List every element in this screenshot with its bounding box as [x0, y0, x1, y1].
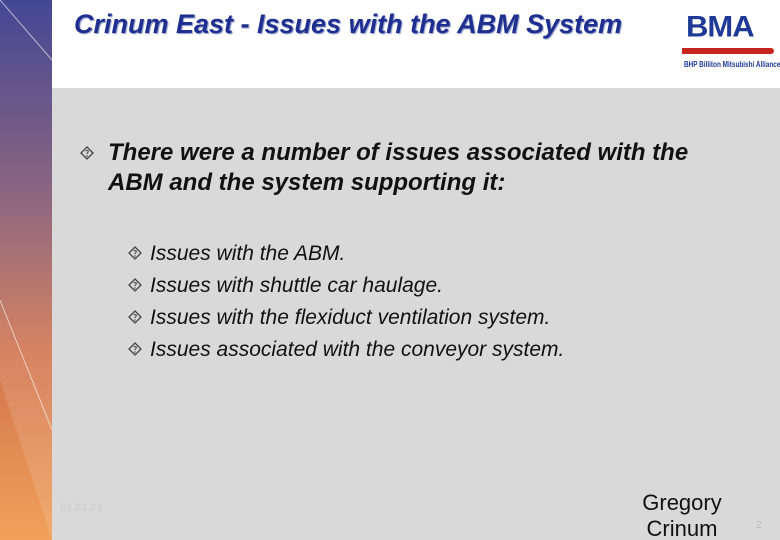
presenter-name: Gregory Crinum	[642, 490, 722, 540]
diamond-bullet-icon	[80, 146, 94, 160]
main-bullet-text: There were a number of issues associated with the ABM and the system supporting it:	[108, 139, 689, 196]
diamond-bullet-icon	[128, 278, 142, 292]
logo-mark: BMA	[686, 9, 754, 44]
diamond-bullet-icon	[128, 342, 142, 356]
list-item	[128, 238, 728, 270]
left-decorative-band	[0, 0, 52, 540]
bma-logo	[678, 10, 780, 76]
sub-bullet-list	[128, 238, 728, 366]
list-item-text: Issues with the flexiduct ventilation system.	[150, 306, 551, 329]
list-item	[128, 334, 728, 366]
logo-swoosh	[682, 48, 774, 54]
footer-code: 01.01.01	[60, 502, 103, 514]
logo-caption: BHP Billiton Mitsubishi Alliance	[684, 60, 780, 69]
slide-body	[52, 88, 780, 540]
diamond-bullet-icon	[128, 246, 142, 260]
list-item	[128, 302, 728, 334]
list-item-text: Issues associated with the conveyor system.	[150, 338, 565, 361]
diamond-bullet-icon	[128, 310, 142, 324]
slide-header	[52, 0, 780, 88]
slide-title: Crinum East - Issues with the ABM System	[74, 9, 623, 39]
page-number: 2	[756, 520, 762, 531]
list-item-text: Issues with shuttle car haulage.	[150, 274, 443, 297]
list-item	[128, 270, 728, 302]
list-item-text: Issues with the ABM.	[150, 242, 346, 265]
